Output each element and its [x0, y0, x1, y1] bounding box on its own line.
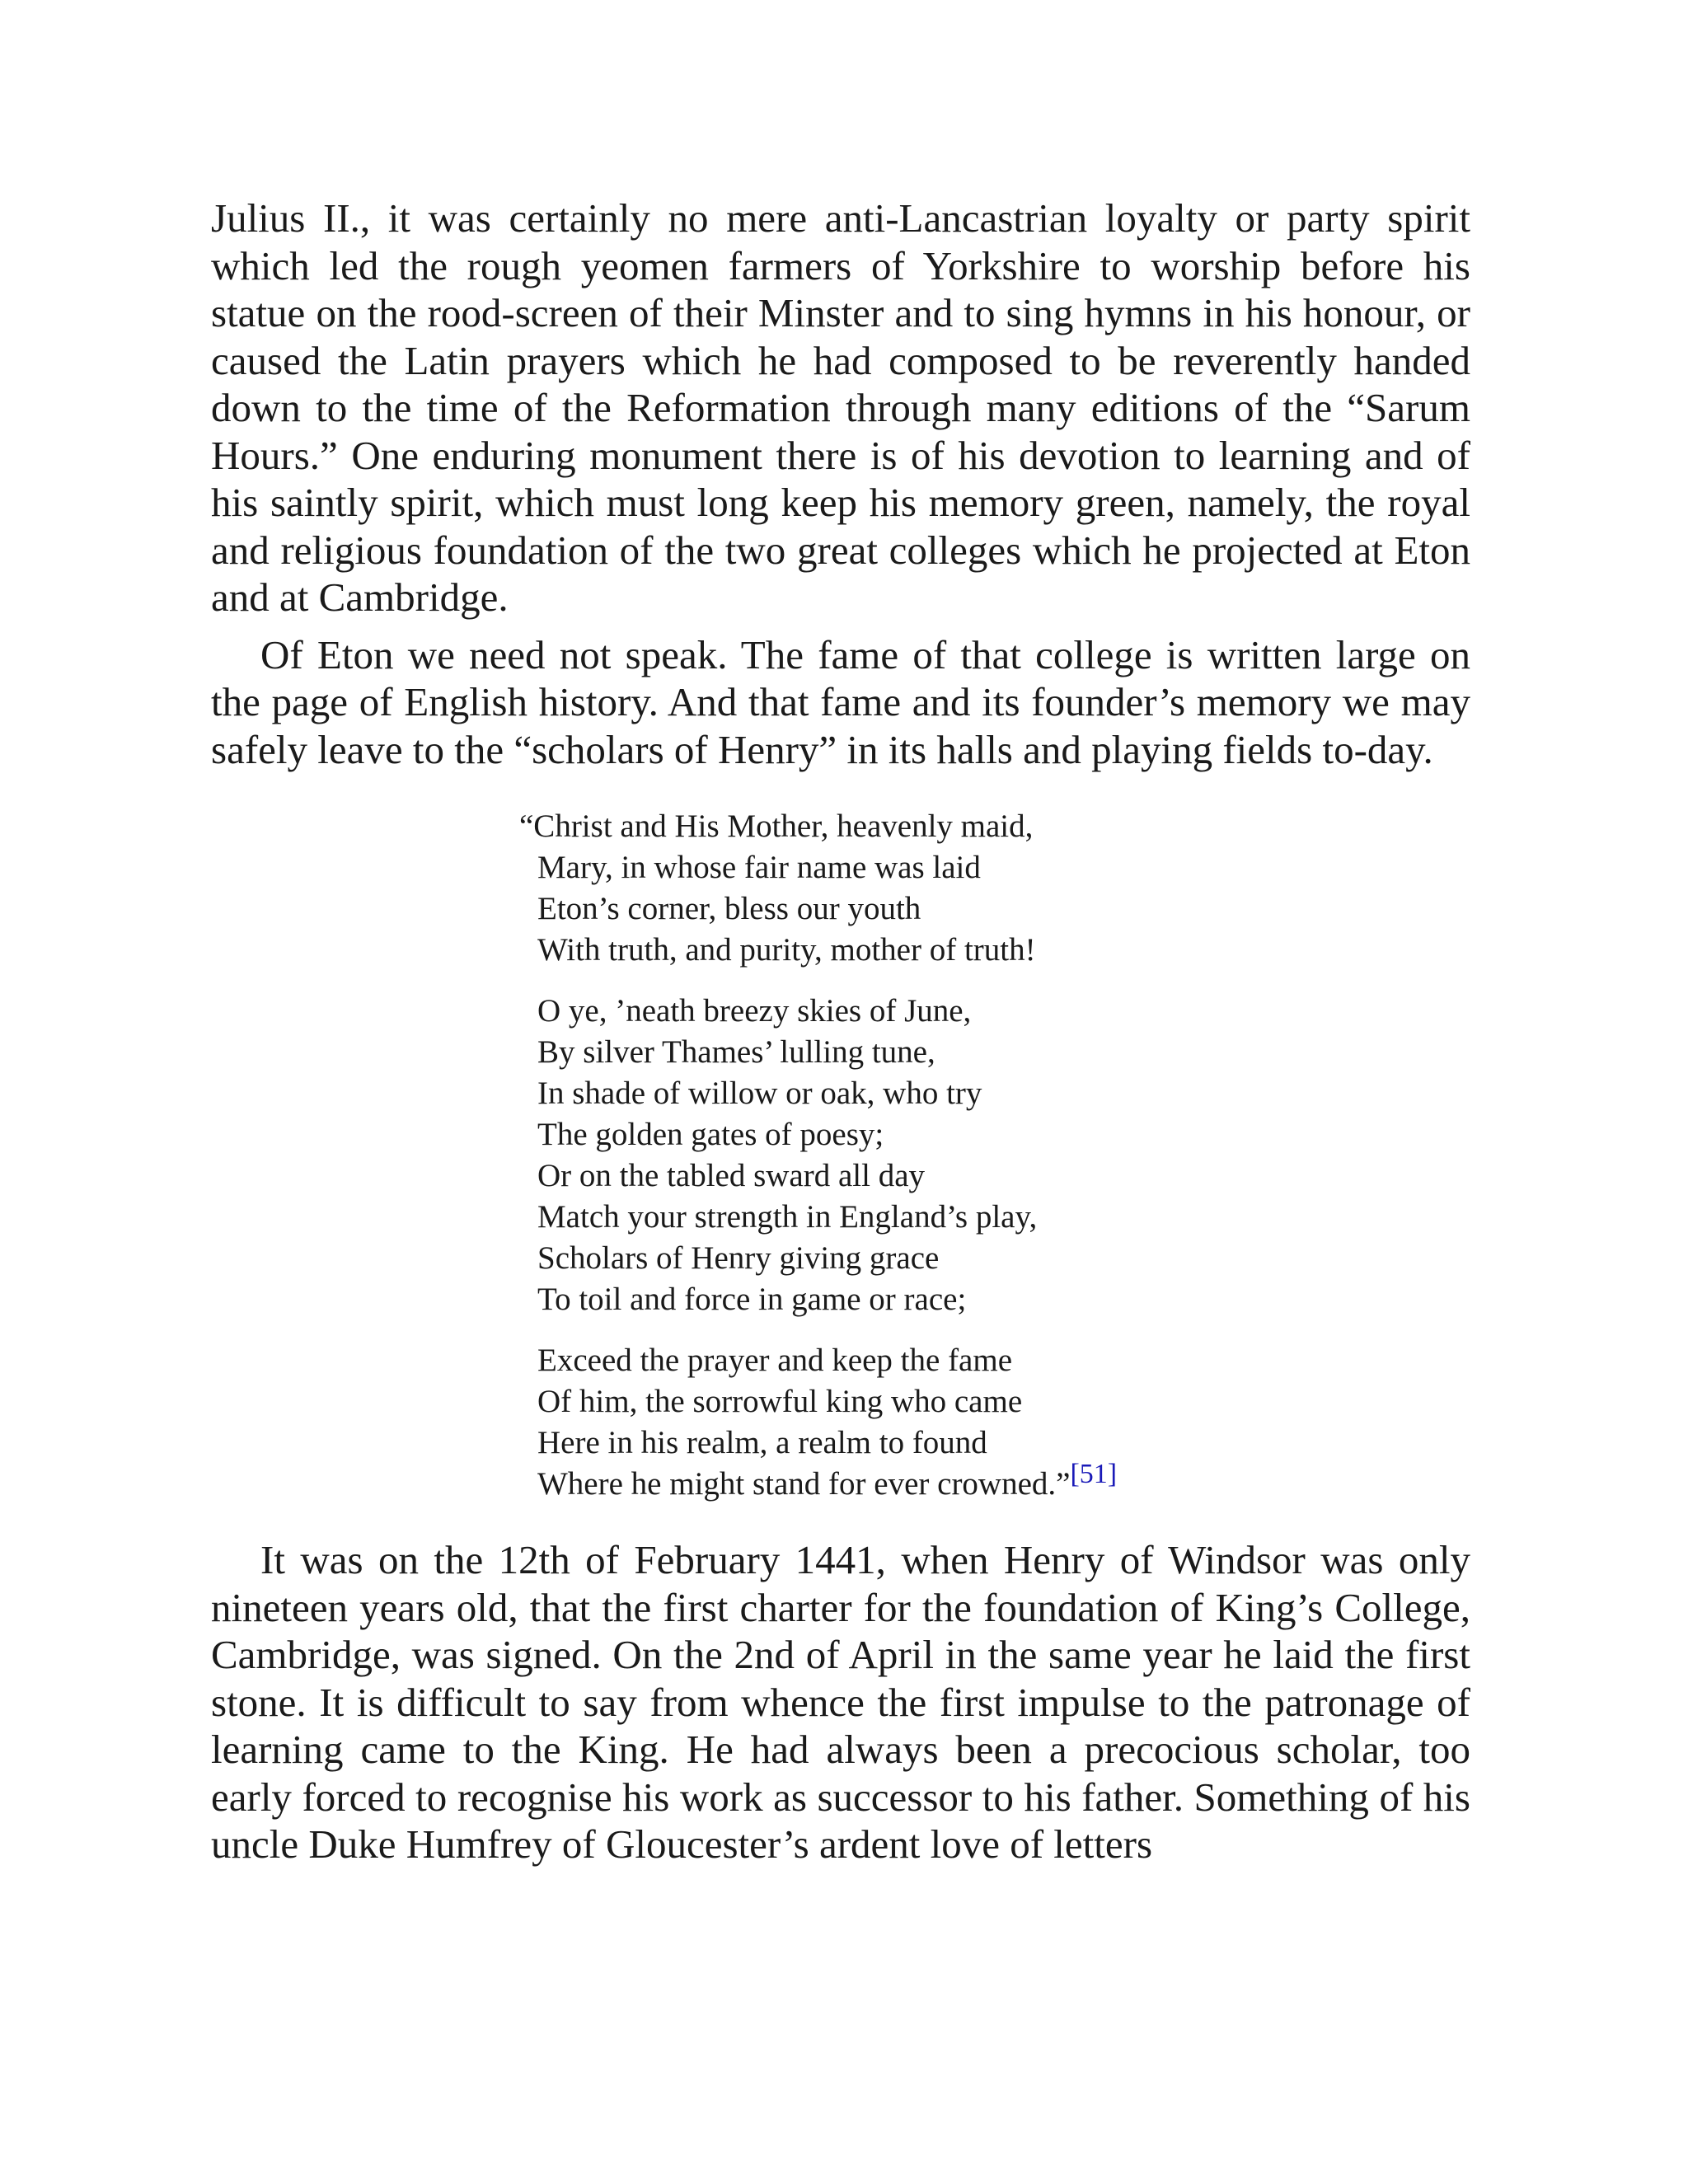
paragraph-kings-college: It was on the 12th of February 1441, when Henry of Windsor was only nineteen years old, that the first charter for the foundation of King’s College, Cambridge, was signed. On the 2nd of April in the same year he laid the first stone. It is difficult to say from whence the first impulse to the patronage of learning came to the King. He had always been a precocious scholar, too early forced to recognise his work as successor to his father. Something of his uncle Duke Humfrey of Gloucester’s ardent love of letters [211, 1537, 1470, 1867]
poem-line: With truth, and purity, mother of truth! [537, 932, 1036, 968]
poem-line: The golden gates of poesy; [537, 1117, 884, 1152]
footnote-link[interactable]: [51] [1070, 1459, 1118, 1489]
poem-last-line [519, 1459, 1470, 1505]
eton-poem [211, 806, 1470, 1505]
poem-line: Mary, in whose fair name was laid [537, 850, 981, 885]
poem-line-text: Where he might stand for ever crowned.” [537, 1466, 1071, 1502]
poem-line: In shade of willow or oak, who try [537, 1076, 982, 1111]
poem-line: Of him, the sorrowful king who came [537, 1384, 1023, 1419]
poem-line: To toil and force in game or race; [537, 1282, 967, 1317]
poem-line: Or on the tabled sward all day [537, 1158, 926, 1193]
poem-line: Eton’s corner, bless our youth [537, 891, 921, 926]
poem-stanza [519, 991, 1470, 1320]
poem-line: Scholars of Henry giving grace [537, 1240, 940, 1276]
paragraph-julius: Julius II., it was certainly no mere anti-Lancastrian loyalty or party spirit which led the rough yeomen farmers of Yorkshire to worship before his statue on the rood-screen of their Minster and to sing hymns in his honour, or caused the Latin prayers which he had composed to be reverently handed down to the time of the Reformation through many editions of the “Sarum Hours.” One enduring monument there is of his devotion to learning and of his saintly spirit, which must long keep his memory green, namely, the royal and religious foundation of the two great colleges which he projected at Eton and at Cambridge. [211, 195, 1470, 620]
page-body [211, 194, 1470, 1868]
poem-line: Exceed the prayer and keep the fame [537, 1343, 1013, 1378]
paragraph-eton: Of Eton we need not speak. The fame of that college is written large on the page of English history. And that fame and its founder’s memory we may safely leave to the “scholars of Henry” in its halls and playing fields to-day. [211, 631, 1470, 772]
poem-line: O ye, ’neath breezy skies of June, [537, 993, 972, 1029]
poem-stanza [519, 1340, 1470, 1505]
poem-line: Here in his realm, a realm to found [537, 1425, 987, 1460]
poem-stanza [519, 806, 1470, 971]
poem-line: “Christ and His Mother, heavenly maid, [519, 808, 1034, 844]
poem-line: By silver Thames’ lulling tune, [537, 1034, 935, 1070]
poem-line: Match your strength in England’s play, [537, 1199, 1038, 1235]
